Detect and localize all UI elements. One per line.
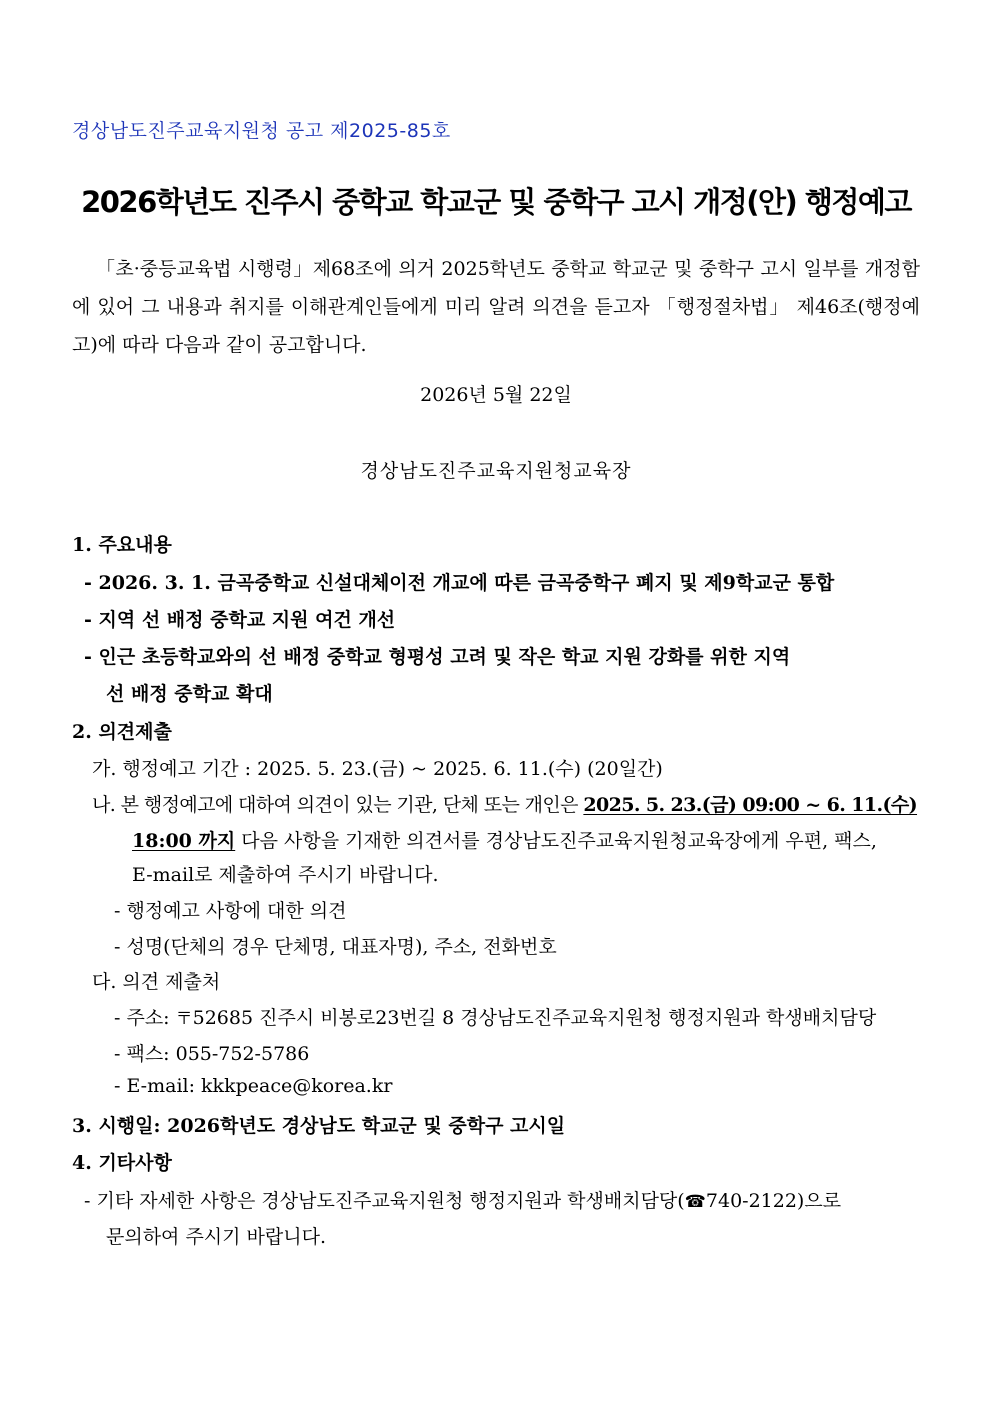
issuer: 경상남도진주교육지원청교육장: [360, 460, 632, 482]
section-2-na-item-2: - 성명(단체의 경우 단체명, 대표자명), 주소, 전화번호: [114, 936, 557, 958]
deadline-text-2: 18:00 까지: [132, 830, 236, 852]
postal-mark-icon: 〒: [175, 1009, 193, 1029]
address-text: 52685 진주시 비봉로23번길 8 경상남도진주교육지원청 행정지원과 학생배치담당: [192, 1007, 877, 1029]
section-4-item-1-prefix: - 기타 자세한 사항은 경상남도진주교육지원청 행정지원과 학생배치담당(: [84, 1190, 685, 1212]
section-2-na-item-1: - 행정예고 사항에 대한 의견: [114, 900, 347, 922]
submission-email: - E-mail: kkkpeace@korea.kr: [114, 1075, 393, 1097]
submission-address: [114, 1003, 876, 1030]
section-1-item-3-cont: 선 배정 중학교 확대: [106, 683, 273, 705]
section-4-item-1-cont: 문의하여 주시기 바랍니다.: [106, 1226, 327, 1248]
section-2-na-prefix: 나. 본 행정예고에 대하여 의견이 있는 기관, 단체 또는 개인은: [92, 794, 584, 816]
section-1-item-1: - 2026. 3. 1. 금곡중학교 신설대체이전 개교에 따른 금곡중학구 폐지 및 제9학교군 통합: [84, 572, 835, 594]
telephone-icon: ☎: [684, 1192, 706, 1212]
section-1-heading: 1. 주요내용: [72, 534, 172, 556]
section-2-na-rest: 다음 사항을 기재한 의견서를 경상남도진주교육지원청교육장에게 우편, 팩스,: [235, 830, 877, 852]
notice-number: 경상남도진주교육지원청 공고 제2025-85호: [72, 120, 451, 142]
notice-date: 2026년 5월 22일: [420, 384, 572, 406]
section-1-item-2: - 지역 선 배정 중학교 지원 여건 개선: [84, 609, 396, 631]
section-2-da: 다. 의견 제출처: [92, 971, 221, 993]
section-3-heading: 3. 시행일: 2026학년도 경상남도 학교군 및 중학구 고시일: [72, 1115, 566, 1137]
page-title: 2026학년도 진주시 중학교 학교군 및 중학구 고시 개정(안) 행정예고: [81, 185, 911, 219]
section-2-na-line-3: E-mail로 제출하여 주시기 바랍니다.: [132, 864, 439, 886]
section-4-item-1: [84, 1186, 841, 1213]
submission-fax: - 팩스: 055-752-5786: [114, 1043, 310, 1065]
section-4-heading: 4. 기타사항: [72, 1152, 172, 1174]
section-2-na-cont: [132, 826, 877, 853]
section-2-na: [92, 790, 917, 817]
section-2-ga: 가. 행정예고 기간 : 2025. 5. 23.(금) ~ 2025. 6. 11.(수) (20일간): [92, 758, 663, 780]
section-4-item-1-suffix: 740-2122)으로: [705, 1190, 842, 1212]
section-2-heading: 2. 의견제출: [72, 721, 172, 743]
intro-paragraph: 「초·중등교육법 시행령」제68조에 의거 2025학년도 중학교 학교군 및 중학구 고시 일부를 개정함에 있어 그 내용과 취지를 이해관계인들에게 미리 알려 의견을 듣고자 「행정절차법」 제46조(행정예고)에 따라 다음과 같이 공고합니다.: [72, 258, 920, 356]
deadline-text-1: 2025. 5. 23.(금) 09:00 ~ 6. 11.(수): [583, 794, 918, 816]
section-1-item-3: - 인근 초등학교와의 선 배정 중학교 형평성 고려 및 작은 학교 지원 강화를 위한 지역: [84, 646, 791, 668]
address-prefix: - 주소:: [114, 1007, 176, 1029]
